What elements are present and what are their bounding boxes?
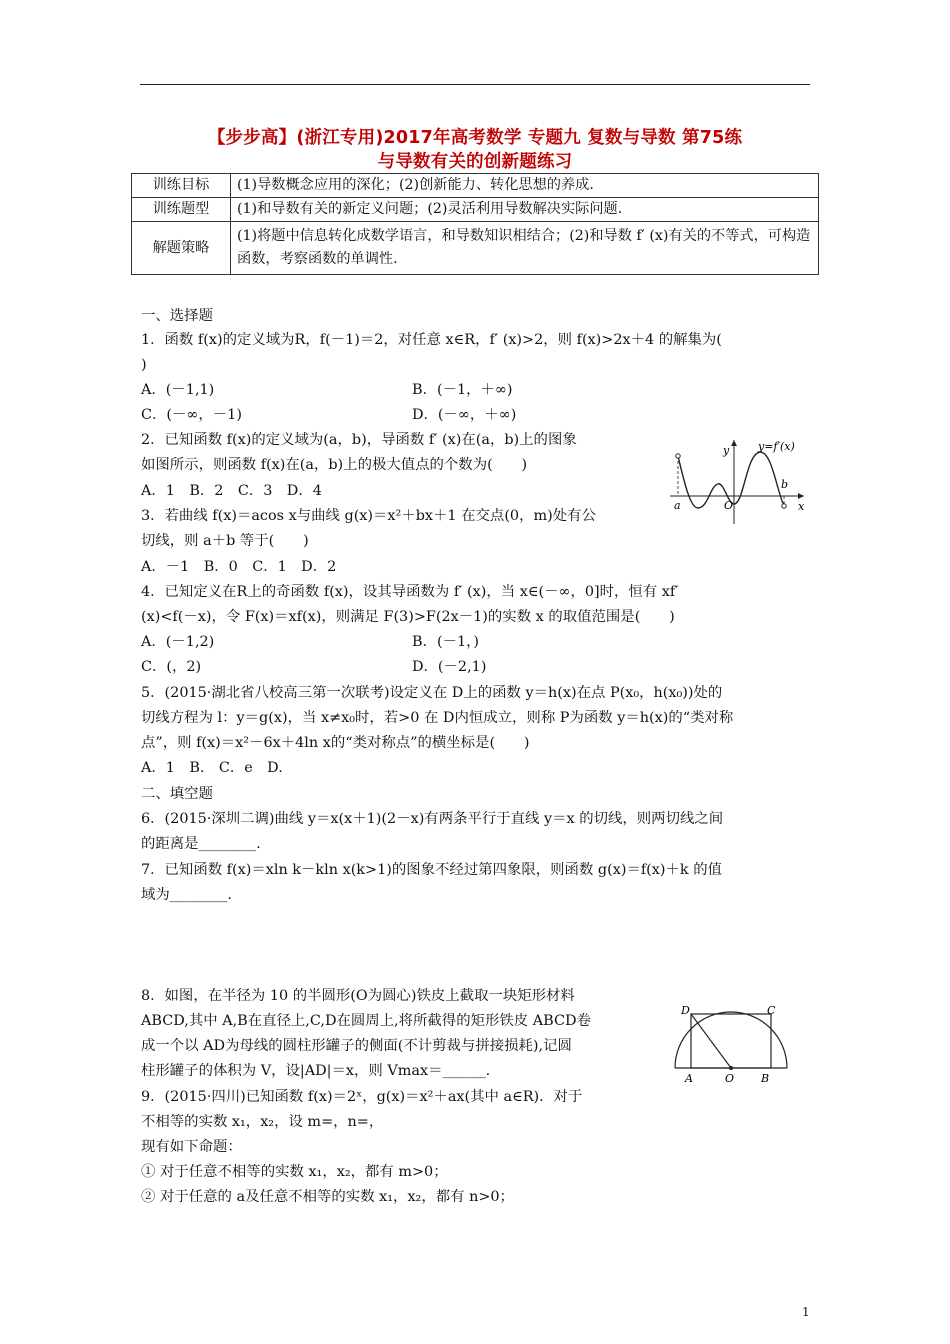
q4-option-c: C．(，2)	[141, 659, 202, 675]
q1-option-b: B．(－1，＋∞)	[412, 382, 513, 398]
q9-line1: 9．(2015·四川)已知函数 f(x)＝2ˣ，g(x)＝x²＋ax(其中 a∈R)．对于	[141, 1089, 583, 1105]
q1-line2: )	[141, 357, 147, 373]
section-heading-choice: 一、选择题	[141, 308, 213, 324]
q1-line1: 1．函数 f(x)的定义域为R，f(－1)＝2，对任意 x∈R，f′ (x)>2，则 f(x)>2x＋4 的解集为(	[141, 332, 722, 348]
origin-label: O	[724, 499, 734, 512]
q3-options: A．－1 B．0 C．1 D．2	[141, 559, 337, 575]
point-o-label: O	[725, 1072, 735, 1085]
table-cell: (1)将题中信息转化成数学语言，和导数知识相结合；(2)和导数 f′ (x)有关的不等式，可构造函数，考察函数的单调性.	[231, 222, 819, 275]
q4-line1: 4．已知定义在R上的奇函数 f(x)，设其导函数为 f′ (x)，当 x∈(－∞，0]时，恒有 xf′	[141, 584, 679, 600]
section-heading-fill: 二、填空题	[141, 786, 213, 802]
point-c-label: C	[767, 1004, 776, 1017]
table-cell: (1)和导数有关的新定义问题；(2)灵活利用导数解决实际问题.	[231, 198, 819, 222]
point-a-label: a	[674, 499, 681, 512]
q4-line2: (x)<f(－x)，令 F(x)＝xf(x)，则满足 F(3)>F(2x－1)的实数 x 的取值范围是( )	[141, 609, 675, 625]
point-b-label: B	[761, 1072, 770, 1085]
table-row	[132, 198, 819, 222]
q7-line1: 7．已知函数 f(x)＝xln k－kln x(k>1)的图象不经过第四象限，则函数 g(x)＝f(x)＋k 的值	[141, 862, 722, 878]
q1-option-d: D．(－∞，＋∞)	[412, 407, 517, 423]
derivative-graph-figure	[668, 436, 810, 528]
q2-line2: 如图所示，则函数 f(x)在(a，b)上的极大值点的个数为( )	[141, 457, 528, 473]
x-axis-label: x	[798, 500, 805, 513]
q9-proposition-2: ② 对于任意的 a及任意不相等的实数 x₁，x₂，都有 n>0；	[141, 1189, 514, 1205]
q6-line2: 的距离是________.	[141, 836, 261, 852]
q3-line1: 3．若曲线 f(x)＝acos x与曲线 g(x)＝x²＋bx＋1 在交点(0，m)处有公	[141, 508, 596, 524]
q3-line2: 切线，则 a＋b 等于( )	[141, 533, 309, 549]
curve-label: y=f′(x)	[758, 440, 795, 453]
table-cell: (1)导数概念应用的深化；(2)创新能力、转化思想的养成.	[231, 174, 819, 198]
q5-options: A．1 B. C．e D.	[141, 760, 283, 776]
q8-line2: ABCD,其中 A,B在直径上,C,D在圆周上,将所截得的矩形铁皮 ABCD卷	[141, 1013, 591, 1029]
q8-line4: 柱形罐子的体积为 V，设|AD|＝x，则 Vmax＝______.	[141, 1063, 491, 1079]
q8-line1: 8．如图，在半径为 10 的半圆形(O为圆心)铁皮上截取一块矩形材料	[141, 988, 575, 1004]
q5-line2: 切线方程为 l：y＝g(x)，当 x≠x₀时，若>0 在 D内恒成立，则称 P为函数 y＝h(x)的“类对称	[141, 710, 734, 726]
q9-proposition-1: ① 对于任意不相等的实数 x₁，x₂，都有 m>0；	[141, 1164, 448, 1180]
point-b-label: b	[781, 478, 789, 491]
q8-line3: 成一个以 AD为母线的圆柱形罐子的侧面(不计剪裁与拼接损耗),记圆	[141, 1038, 572, 1054]
q4-option-d: D．(－2,1)	[412, 659, 487, 675]
point-d-label: D	[681, 1004, 690, 1017]
table-row	[132, 174, 819, 198]
point-a-label: A	[685, 1072, 693, 1085]
table-label: 训练目标	[132, 174, 231, 198]
q2-line1: 2．已知函数 f(x)的定义域为(a，b)，导函数 f′ (x)在(a，b)上的图象	[141, 432, 577, 448]
table-label: 训练题型	[132, 198, 231, 222]
q5-line3: 点”，则 f(x)＝x²－6x＋4ln x的“类对称点”的横坐标是( )	[141, 735, 530, 751]
y-axis-label: y	[723, 444, 730, 457]
page-number: 1	[802, 1305, 810, 1319]
q9-line3: 现有如下命题：	[141, 1139, 242, 1155]
header-rule	[140, 84, 810, 85]
q1-option-c: C．(－∞，－1)	[141, 407, 242, 423]
q9-line2: 不相等的实数 x₁，x₂，设 m=，n=，	[141, 1114, 384, 1130]
q6-line1: 6．(2015·深圳二调)曲线 y＝x(x＋1)(2－x)有两条平行于直线 y＝x 的切线，则两切线之间	[141, 811, 724, 827]
q2-options: A．1 B．2 C．3 D．4	[141, 483, 322, 499]
doc-title-line1: 【步步高】(浙江专用)2017年高考数学 专题九 复数与导数 第75练	[207, 128, 743, 148]
semicircle-rectangle-figure	[671, 998, 799, 1090]
training-info-table	[131, 173, 819, 275]
q1-option-a: A．(－1,1)	[141, 382, 215, 398]
doc-title-line2: 与导数有关的创新题练习	[377, 152, 573, 172]
q4-option-a: A．(－1,2)	[141, 634, 215, 650]
q4-option-b: B．(－1，)	[412, 634, 479, 650]
q7-line2: 域为________.	[141, 887, 232, 903]
table-label: 解题策略	[132, 222, 231, 275]
table-row	[132, 222, 819, 275]
q5-line1: 5．(2015·湖北省八校高三第一次联考)设定义在 D上的函数 y＝h(x)在点 P(x₀，h(x₀))处的	[141, 685, 723, 701]
